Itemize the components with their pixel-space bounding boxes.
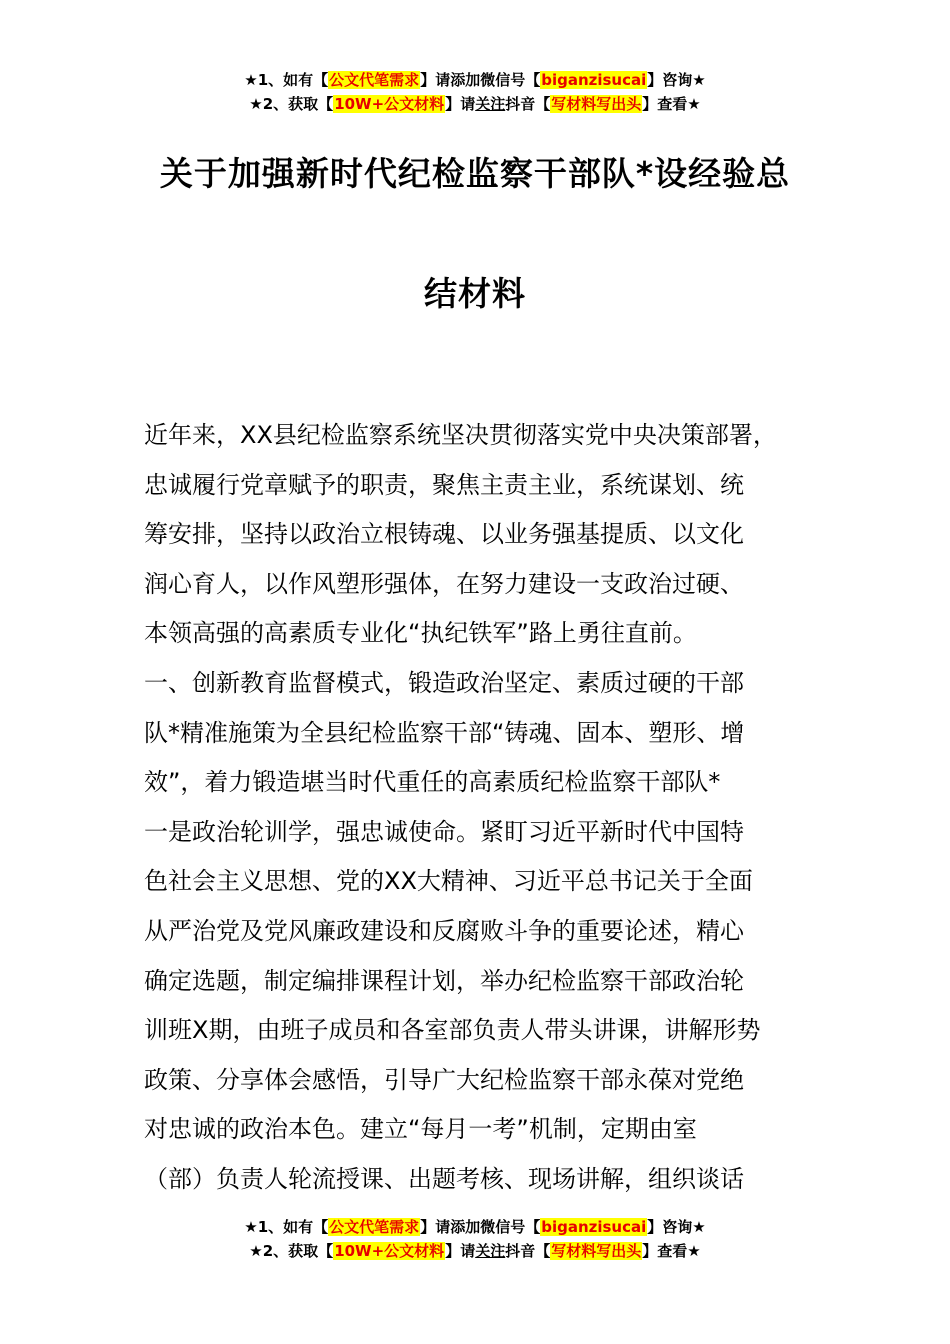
promo-text: 】咨询★	[647, 1218, 706, 1236]
body-line: 政策、分享体会感悟，引导广大纪检监察干部永葆对党绝	[144, 1065, 744, 1094]
promo-text: ★2、获取【	[249, 1242, 334, 1260]
body-line: 筹安排，坚持以政治立根铸魂、以业务强基提质、以文化	[144, 520, 744, 549]
promo-text: 】请添加微信号【	[420, 71, 541, 89]
wechat-id-highlight: biganzisucai	[541, 71, 647, 89]
body-line: 近年来，XX县纪检监察系统坚决贯彻落实党中央决策部署，	[144, 421, 777, 449]
promo-text: 抖音【	[505, 1242, 551, 1260]
promo-highlight: 公文代笔需求	[329, 1218, 420, 1236]
promo-text: 】请	[445, 95, 476, 113]
promo-text: ★1、如有【	[244, 1218, 329, 1236]
promo-text: 】请	[445, 1242, 476, 1260]
promo-header	[0, 68, 950, 116]
body-line: 效”，着力锻造堪当时代重任的高素质纪检监察干部队*	[144, 768, 721, 797]
body-line: 队*精准施策为全县纪检监察干部“铸魂、固本、塑形、增	[144, 718, 745, 747]
promo-text: 】咨询★	[647, 71, 706, 89]
promo-line-1	[0, 68, 950, 92]
promo-text: 】请添加微信号【	[420, 1218, 541, 1236]
promo-footer	[0, 1215, 950, 1263]
body-line: 润心育人，以作风塑形强体，在努力建设一支政治过硬、	[144, 569, 744, 598]
body-line: 本领高强的高素质专业化“执纪铁军”路上勇往直前。	[144, 619, 697, 648]
promo-highlight: 公文代笔需求	[329, 71, 420, 89]
body-line: 从严治党及党风廉政建设和反腐败斗争的重要论述，精心	[144, 916, 744, 945]
promo-text: ★1、如有【	[244, 71, 329, 89]
promo-emphasis: 关注	[475, 95, 506, 113]
body-line: 确定选题，制定编排课程计划，举办纪检监察干部政治轮	[144, 966, 744, 995]
body-line: 一是政治轮训学，强忠诚使命。紧盯习近平新时代中国特	[144, 817, 744, 846]
body-line: 对忠诚的政治本色。建立“每月一考”机制，定期由室	[144, 1115, 697, 1144]
promo-text: 】查看★	[642, 1242, 701, 1260]
promo-text: 】查看★	[642, 95, 701, 113]
body-line: 训班X期，由班子成员和各室部负责人带头讲课，讲解形势	[144, 1016, 761, 1045]
douyin-account-highlight: 写材料写出头	[551, 95, 642, 113]
promo-text: ★2、获取【	[249, 95, 334, 113]
body-line: 忠诚履行党章赋予的职责，聚焦主责主业，系统谋划、统	[144, 470, 744, 499]
section-heading-line: 一、创新教育监督模式，锻造政治坚定、素质过硬的干部	[144, 668, 744, 697]
document-body	[144, 411, 824, 1205]
promo-emphasis: 关注	[475, 1242, 506, 1260]
body-line: 色社会主义思想、党的XX大精神、习近平总书记关于全面	[144, 867, 753, 896]
body-line: （部）负责人轮流授课、出题考核、现场讲解，组织谈话	[144, 1164, 744, 1193]
promo-highlight: 10W+公文材料	[334, 95, 445, 113]
promo-line-1	[0, 1215, 950, 1239]
promo-text: 抖音【	[505, 95, 551, 113]
document-title-line-1: 关于加强新时代纪检监察干部队*设经验总	[159, 154, 791, 193]
document-title-line-2: 结材料	[424, 274, 526, 313]
promo-line-2	[0, 92, 950, 116]
douyin-account-highlight: 写材料写出头	[551, 1242, 642, 1260]
promo-highlight: 10W+公文材料	[334, 1242, 445, 1260]
promo-line-2	[0, 1239, 950, 1263]
wechat-id-highlight: biganzisucai	[541, 1218, 647, 1236]
